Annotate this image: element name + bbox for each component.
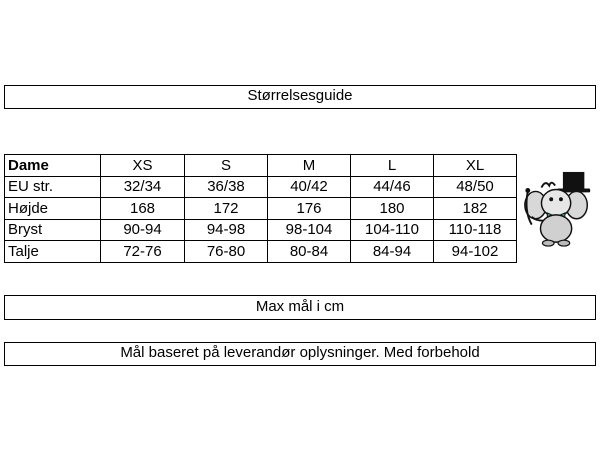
table-row (5, 176, 517, 198)
table-cell: 168 (101, 198, 185, 220)
disclaimer-box (4, 342, 596, 366)
column-header: XL (434, 155, 517, 177)
size-table (4, 154, 517, 263)
table-corner-label: Dame (5, 155, 101, 177)
table-row (5, 219, 517, 241)
max-note-box (4, 295, 596, 320)
column-header: S (185, 155, 268, 177)
row-label: Bryst (5, 219, 101, 241)
table-cell: 172 (185, 198, 268, 220)
right-eye (559, 197, 563, 201)
elephant-head (541, 190, 570, 217)
top-hat-crown (563, 172, 584, 190)
cane-knob (525, 188, 530, 193)
table-row (5, 241, 517, 263)
table-cell: 44/46 (351, 176, 434, 198)
table-cell: 84-94 (351, 241, 434, 263)
table-cell: 32/34 (101, 176, 185, 198)
page-title-box (4, 85, 596, 109)
table-cell: 94-102 (434, 241, 517, 263)
table-cell: 80-84 (268, 241, 351, 263)
disclaimer-text: Mål baseret på leverandør oplysninger. Med forbehold (120, 344, 480, 361)
max-note-text: Max mål i cm (255, 298, 345, 315)
table-cell: 180 (351, 198, 434, 220)
column-header: M (268, 155, 351, 177)
left-eye (549, 197, 553, 201)
right-foot (558, 240, 570, 246)
table-cell: 176 (268, 198, 351, 220)
table-row (5, 198, 517, 220)
table-cell: 90-94 (101, 219, 185, 241)
table-cell: 48/50 (434, 176, 517, 198)
page-title: Størrelsesguide (247, 87, 353, 104)
table-cell: 40/42 (268, 176, 351, 198)
table-header-row (5, 155, 517, 177)
table-cell: 98-104 (268, 219, 351, 241)
table-cell: 76-80 (185, 241, 268, 263)
row-label: Talje (5, 241, 101, 263)
table-cell: 110-118 (434, 219, 517, 241)
left-foot (542, 240, 554, 246)
table-cell: 104-110 (351, 219, 434, 241)
table-cell: 36/38 (185, 176, 268, 198)
elephant-body (540, 215, 571, 242)
table-cell: 72-76 (101, 241, 185, 263)
column-header: XS (101, 155, 185, 177)
table-cell: 94-98 (185, 219, 268, 241)
row-label: Højde (5, 198, 101, 220)
hair-tuft (541, 183, 555, 188)
elephant-top-hat-mascot-icon (520, 170, 598, 248)
table-cell: 182 (434, 198, 517, 220)
row-label: EU str. (5, 176, 101, 198)
column-header: L (351, 155, 434, 177)
